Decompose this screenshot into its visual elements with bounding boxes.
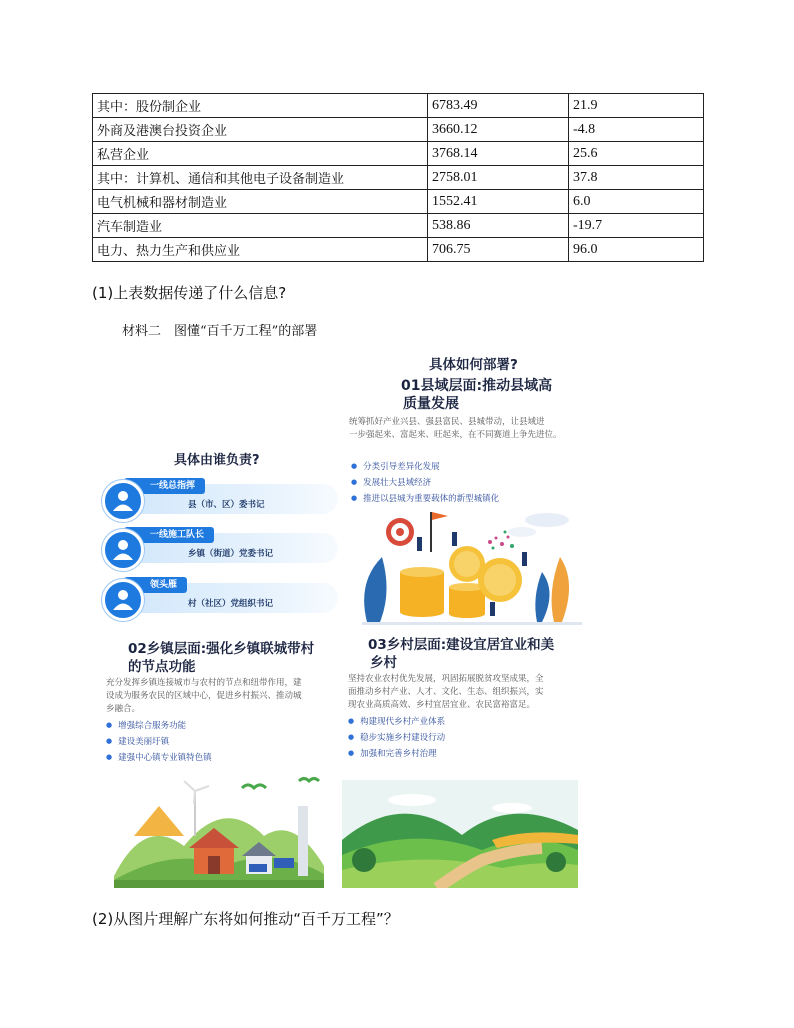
county-title: 01县域层面:推动县域高 质量发展 — [401, 378, 553, 412]
village-bullets — [348, 714, 445, 762]
material-heading: 材料二 图懂“百千万工程”的部署 — [122, 324, 318, 339]
list-item: ● 增强综合服务功能 — [106, 718, 212, 734]
table-row: 其中：计算机、通信和其他电子设备制造业 2758.01 37.8 — [93, 166, 704, 190]
town-title: 02乡镇层面:强化乡镇联城带村 的节点功能 — [128, 641, 315, 675]
town-bullets — [106, 718, 212, 766]
table-row: 电气机械和器材制造业 1552.41 6.0 — [93, 190, 704, 214]
infographic — [92, 350, 602, 890]
county-bullets — [351, 459, 499, 507]
village-illustration — [342, 780, 578, 888]
county-illustration — [362, 502, 582, 632]
town-illustration — [114, 776, 324, 888]
person-icon — [102, 529, 144, 571]
person-icon — [102, 480, 144, 522]
deploy-title: 具体如何部署? — [429, 357, 518, 373]
list-item: ● 发展壮大县域经济 — [351, 475, 499, 491]
table-row: 私营企业 3768.14 25.6 — [93, 142, 704, 166]
table-row: 外商及港澳台投资企业 3660.12 -4.8 — [93, 118, 704, 142]
list-item: ● 建设美丽圩镇 — [106, 734, 212, 750]
leader-card-team: 一线施工队长 乡镇（街道）党委书记 — [102, 529, 338, 563]
leader-card-village: 领头雁 村（社区）党组织书记 — [102, 579, 338, 613]
list-item: ● 构建现代乡村产业体系 — [348, 714, 445, 730]
list-item: ● 加强和完善乡村治理 — [348, 746, 445, 762]
person-icon — [102, 579, 144, 621]
statistics-table — [92, 93, 704, 262]
village-desc: 坚持农业农村优先发展，巩固拓展脱贫攻坚成果，全 面推动乡村产业、人才、文化、生态、组织振兴，实 现农业高质高效、乡村宜居宜业、农民富裕富足。 — [348, 674, 544, 710]
leader-card-commander: 一线总指挥 县（市、区）委书记 — [102, 480, 338, 514]
list-item: ● 稳步实施乡村建设行动 — [348, 730, 445, 746]
town-desc: 充分发挥乡镇连接城市与农村的节点和纽带作用，建 设成为服务农民的区域中心，促进乡村振兴、推动城 乡融合。 — [106, 678, 302, 714]
question-2: (2)从图片理解广东将如何推动“百千万工程”？ — [92, 910, 399, 928]
who-title: 具体由谁负责? — [174, 453, 260, 468]
question-1: (1)上表数据传递了什么信息? — [92, 284, 287, 302]
county-desc: 统筹抓好产业兴县、强县富民、县城带动，让县域进 一步强起来、富起来、旺起来，在不同赛道上争先进位。 — [349, 417, 562, 440]
village-title: 03乡村层面:建设宜居宜业和美 乡村 — [368, 637, 555, 671]
list-item: ● 推进以县城为重要载体的新型城镇化 — [351, 491, 499, 507]
list-item: ● 分类引导差异化发展 — [351, 459, 499, 475]
list-item: ● 建强中心镇专业镇特色镇 — [106, 750, 212, 766]
table-row: 电力、热力生产和供应业 706.75 96.0 — [93, 238, 704, 262]
table-row: 汽车制造业 538.86 -19.7 — [93, 214, 704, 238]
table-row: 其中：股份制企业 6783.49 21.9 — [93, 94, 704, 118]
